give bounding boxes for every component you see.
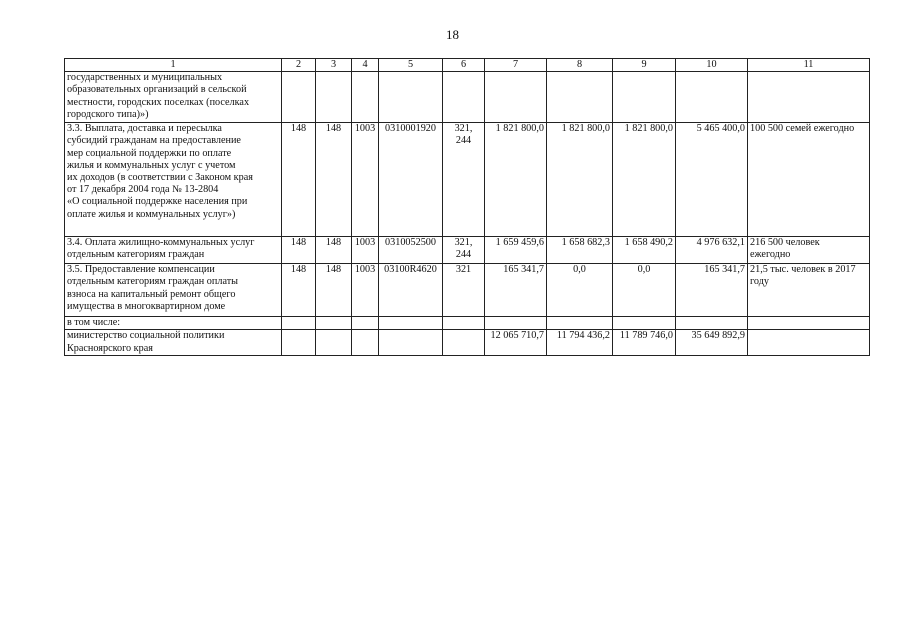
table-cell bbox=[379, 330, 443, 356]
table-header-row bbox=[65, 59, 870, 72]
table-cell: 0310052500 bbox=[379, 237, 443, 264]
column-header: 4 bbox=[352, 59, 379, 72]
table-cell bbox=[485, 72, 547, 123]
table-cell bbox=[282, 330, 316, 356]
item-description: 3.5. Предоставление компенсации отдельным категориям граждан оплаты взноса на капитальный ремонт общего имущества в многоквартирном доме bbox=[65, 264, 282, 317]
table-cell: 0310001920 bbox=[379, 123, 443, 237]
column-header: 10 bbox=[676, 59, 748, 72]
table-row bbox=[65, 237, 870, 264]
table-cell: 4 976 632,1 bbox=[676, 237, 748, 264]
budget-table bbox=[64, 58, 870, 356]
table-cell: 321 bbox=[443, 264, 485, 317]
item-description: в том числе: bbox=[65, 317, 282, 330]
table-row bbox=[65, 317, 870, 330]
column-header: 5 bbox=[379, 59, 443, 72]
column-header: 6 bbox=[443, 59, 485, 72]
table-cell bbox=[379, 72, 443, 123]
column-header: 7 bbox=[485, 59, 547, 72]
table-cell: 1 658 490,2 bbox=[613, 237, 676, 264]
table-row bbox=[65, 72, 870, 123]
table-cell bbox=[352, 72, 379, 123]
table-cell: 148 bbox=[316, 123, 352, 237]
table-cell bbox=[613, 317, 676, 330]
table-cell bbox=[379, 317, 443, 330]
table-cell bbox=[352, 330, 379, 356]
item-description: государственных и муниципальных образовательных организаций в сельской местности, городских поселках (поселках городского типа)») bbox=[65, 72, 282, 123]
table-cell: 148 bbox=[316, 264, 352, 317]
table-cell: 148 bbox=[316, 237, 352, 264]
table-cell: 165 341,7 bbox=[676, 264, 748, 317]
table-cell: 148 bbox=[282, 123, 316, 237]
table-cell: 216 500 человек ежегодно bbox=[748, 237, 870, 264]
column-header: 11 bbox=[748, 59, 870, 72]
table-cell bbox=[547, 72, 613, 123]
table-cell: 1 658 682,3 bbox=[547, 237, 613, 264]
table-cell: 1 821 800,0 bbox=[485, 123, 547, 237]
table-cell: 100 500 семей ежегодно bbox=[748, 123, 870, 237]
table-cell: 148 bbox=[282, 264, 316, 317]
table-cell: 03100R4620 bbox=[379, 264, 443, 317]
table-cell bbox=[547, 317, 613, 330]
table-cell: 165 341,7 bbox=[485, 264, 547, 317]
table-cell bbox=[443, 72, 485, 123]
table-cell bbox=[282, 72, 316, 123]
table-row bbox=[65, 330, 870, 356]
table-row bbox=[65, 123, 870, 237]
page-number: 18 bbox=[446, 27, 459, 42]
table-cell: 12 065 710,7 bbox=[485, 330, 547, 356]
table-cell bbox=[748, 330, 870, 356]
table-cell: 35 649 892,9 bbox=[676, 330, 748, 356]
column-header: 9 bbox=[613, 59, 676, 72]
table-cell: 1003 bbox=[352, 264, 379, 317]
table-cell: 1 821 800,0 bbox=[547, 123, 613, 237]
table-cell: 0,0 bbox=[547, 264, 613, 317]
table-cell bbox=[316, 317, 352, 330]
table-cell: 11 789 746,0 bbox=[613, 330, 676, 356]
table-cell bbox=[676, 72, 748, 123]
table-cell: 5 465 400,0 bbox=[676, 123, 748, 237]
table-cell: 148 bbox=[282, 237, 316, 264]
table-cell: 321, 244 bbox=[443, 237, 485, 264]
column-header: 2 bbox=[282, 59, 316, 72]
table-cell: 1003 bbox=[352, 123, 379, 237]
table-cell bbox=[485, 317, 547, 330]
table-cell bbox=[676, 317, 748, 330]
table-cell bbox=[352, 317, 379, 330]
table-cell bbox=[748, 72, 870, 123]
table-cell bbox=[443, 330, 485, 356]
table-cell bbox=[282, 317, 316, 330]
column-header: 1 bbox=[65, 59, 282, 72]
column-header: 3 bbox=[316, 59, 352, 72]
table-cell: 1003 bbox=[352, 237, 379, 264]
item-description: министерство социальной политики Красноярского края bbox=[65, 330, 282, 356]
table-cell bbox=[443, 317, 485, 330]
table-cell: 1 821 800,0 bbox=[613, 123, 676, 237]
item-description: 3.4. Оплата жилищно-коммунальных услуг отдельным категориям граждан bbox=[65, 237, 282, 264]
table-cell bbox=[613, 72, 676, 123]
table-cell: 21,5 тыс. человек в 2017 году bbox=[748, 264, 870, 317]
table-cell bbox=[748, 317, 870, 330]
column-header: 8 bbox=[547, 59, 613, 72]
table-cell: 321, 244 bbox=[443, 123, 485, 237]
table-cell: 0,0 bbox=[613, 264, 676, 317]
table-cell: 11 794 436,2 bbox=[547, 330, 613, 356]
table-cell bbox=[316, 72, 352, 123]
table-row bbox=[65, 264, 870, 317]
table-cell bbox=[316, 330, 352, 356]
item-description: 3.3. Выплата, доставка и пересылка субсидий гражданам на предоставление мер социальной поддержки по оплате жилья и коммунальных услуг с учетом их доходов (в соответствии с Законом края от 17 декабря 2004 года № 13-2804 «О социальной поддержке населения при оплате жилья и коммунальных услуг») bbox=[65, 123, 282, 237]
table-cell: 1 659 459,6 bbox=[485, 237, 547, 264]
